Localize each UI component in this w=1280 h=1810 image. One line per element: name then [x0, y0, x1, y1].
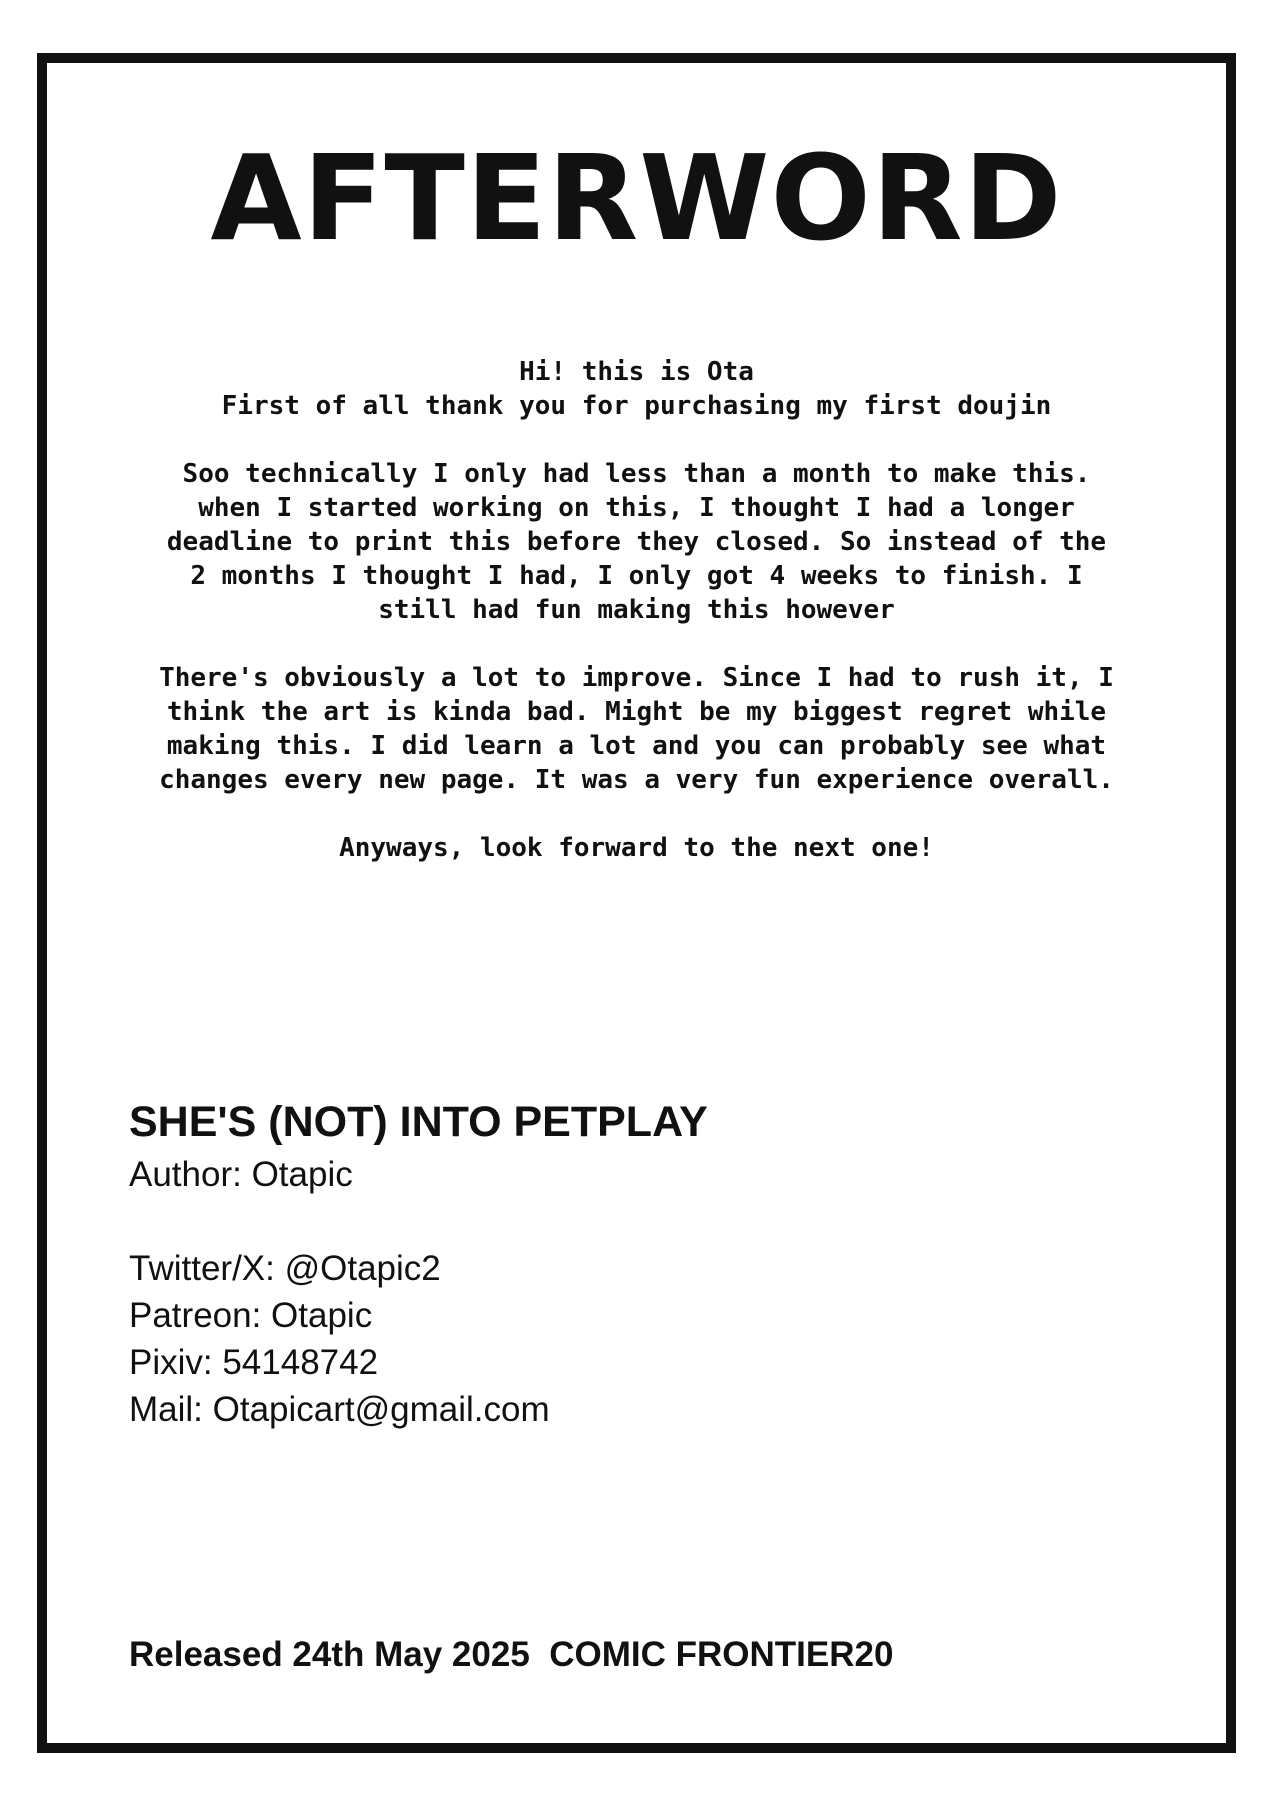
page-border-frame [37, 53, 1236, 1753]
message-line: 2 months I thought I had, I only got 4 weeks to finish. I [190, 561, 1083, 591]
author-credit: Author: Otapic [129, 1155, 353, 1194]
message-line: Hi! this is Ota [519, 357, 754, 387]
deadline-paragraph [87, 457, 1186, 627]
message-line: There's obviously a lot to improve. Since I had to rush it, I [159, 663, 1114, 693]
message-line: when I started working on this, I thought I had a longer [198, 493, 1075, 523]
message-line: deadline to print this before they closed. So instead of the [166, 527, 1107, 557]
message-line: First of all thank you for purchasing my first doujin [221, 391, 1052, 421]
credits-block [129, 1095, 708, 1433]
patreon-handle: Patreon: Otapic [129, 1296, 373, 1335]
twitter-handle: Twitter/X: @Otapic2 [129, 1249, 441, 1288]
message-line: making this. I did learn a lot and you can probably see what [166, 731, 1107, 761]
page-title: AFTERWORD [210, 129, 1063, 267]
message-line: think the art is kinda bad. Might be my biggest regret while [166, 697, 1107, 727]
afterword-message [87, 355, 1186, 899]
message-line: Anyways, look forward to the next one! [339, 833, 934, 863]
work-title: SHE'S (NOT) INTO PETPLAY [129, 1098, 708, 1146]
release-info: Released 24th May 2025 COMIC FRONTIER20 [129, 1635, 894, 1674]
improvement-paragraph [87, 661, 1186, 797]
spacer [129, 1198, 708, 1245]
intro-paragraph [87, 355, 1186, 423]
message-line: Soo technically I only had less than a month to make this. [182, 459, 1091, 489]
closing-paragraph [87, 831, 1186, 865]
contact-email: Mail: Otapicart@gmail.com [129, 1390, 550, 1429]
message-line: still had fun making this however [378, 595, 895, 625]
message-line: changes every new page. It was a very fun experience overall. [159, 765, 1114, 795]
pixiv-id: Pixiv: 54148742 [129, 1343, 379, 1382]
